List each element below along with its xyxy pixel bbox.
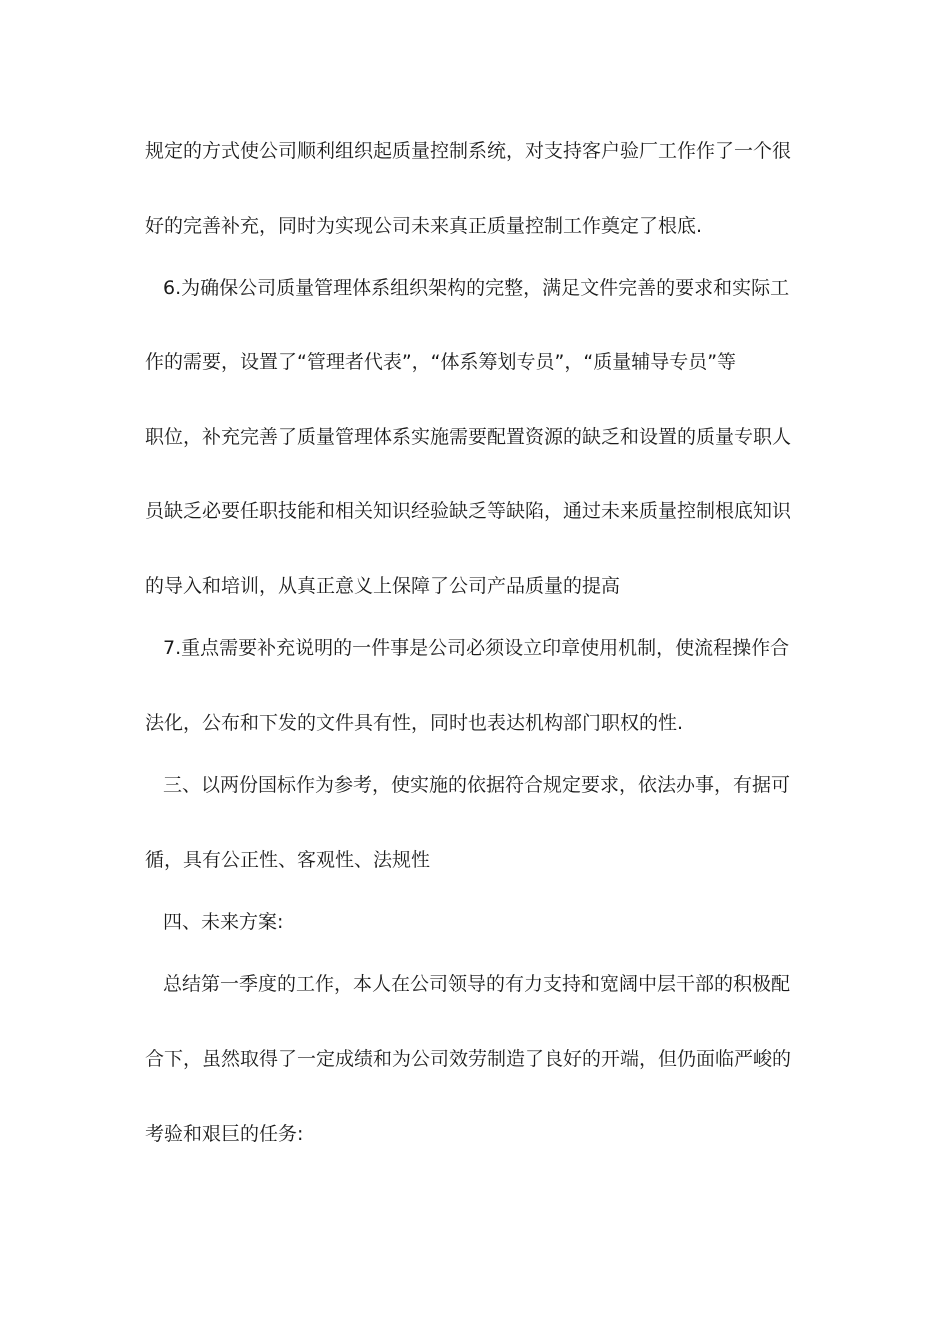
paragraph-line: 合下，虽然取得了一定成绩和为公司效劳制造了良好的开端，但仍面临严峻的 [145,1048,792,1070]
paragraph-line: 好的完善补充，同时为实现公司未来真正质量控制工作奠定了根底. [145,215,703,237]
paragraph-line: 职位，补充完善了质量管理体系实施需要配置资源的缺乏和设置的质量专职人 [145,426,792,448]
paragraph-line: 7.重点需要补充说明的一件事是公司必须设立印章使用机制，使流程操作合 [163,637,790,659]
paragraph-line: 规定的方式使公司顺利组织起质量控制系统，对支持客户验厂工作作了一个很 [145,140,792,162]
paragraph-line: 三、以两份国标作为参考，使实施的依据符合规定要求，依法办事，有据可 [163,774,791,796]
paragraph-line: 作的需要，设置了“管理者代表”，“体系筹划专员”，“质量辅导专员”等 [145,351,737,373]
paragraph-line: 员缺乏必要任职技能和相关知识经验缺乏等缺陷，通过未来质量控制根底知识 [145,500,792,522]
paragraph-line: 循，具有公正性、客观性、法规性 [145,849,431,871]
paragraph-line: 的导入和培训，从真正意义上保障了公司产品质量的提高 [145,575,621,597]
paragraph-line: 6.为确保公司质量管理体系组织架构的完整，满足文件完善的要求和实际工 [163,277,790,299]
section-heading: 四、未来方案: [163,911,284,933]
paragraph-line: 总结第一季度的工作，本人在公司领导的有力支持和宽阔中层干部的积极配 [163,973,791,995]
paragraph-line: 法化，公布和下发的文件具有性，同时也表达机构部门职权的性. [145,712,684,734]
paragraph-line: 考验和艰巨的任务: [145,1123,304,1145]
